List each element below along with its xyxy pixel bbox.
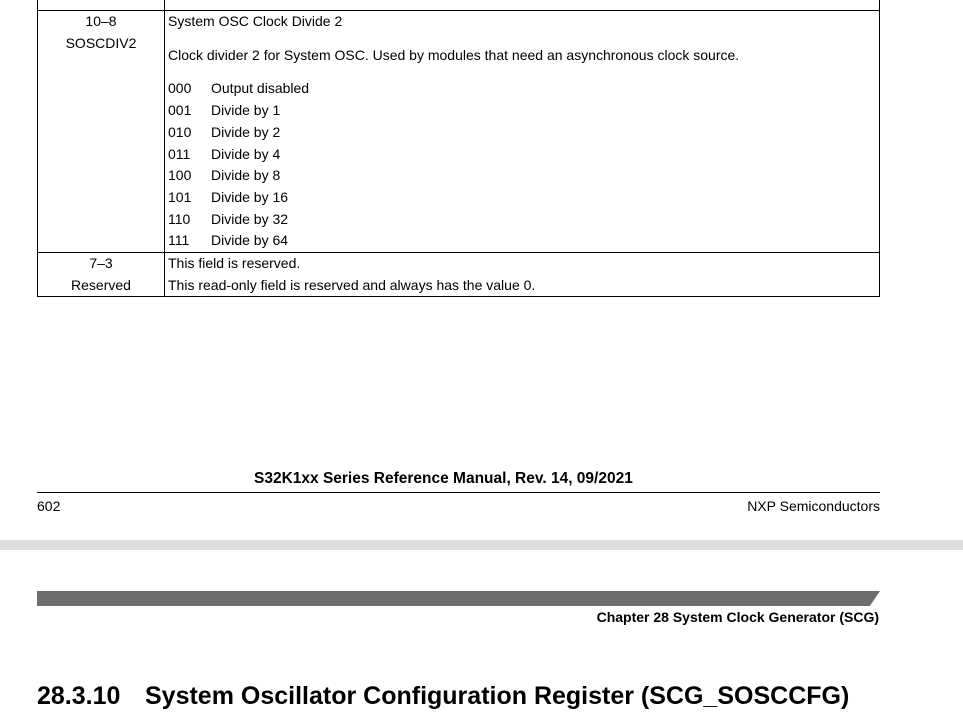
- field-name: SOSCDIV2: [65, 34, 137, 51]
- description-line: This read-only field is reserved and always has the value 0.: [168, 276, 536, 293]
- field-cell: [38, 253, 165, 297]
- option-code: 110: [168, 210, 191, 227]
- option-label: Divide by 64: [211, 232, 289, 249]
- option-label: Divide by 16: [211, 188, 289, 205]
- option-code: 000: [168, 80, 192, 97]
- option-code: 010: [168, 123, 192, 140]
- option-item: [168, 100, 879, 122]
- field-name: Reserved: [71, 276, 131, 293]
- option-label: Divide by 4: [211, 145, 281, 162]
- section-heading: [37, 682, 849, 711]
- option-code: 011: [168, 145, 191, 162]
- company-name: NXP Semiconductors: [747, 498, 880, 514]
- option-label: Divide by 32: [211, 210, 289, 227]
- page-number: 602: [37, 498, 61, 514]
- option-label: Divide by 1: [211, 102, 281, 119]
- field-name: [38, 0, 164, 1]
- option-item: [168, 230, 879, 252]
- option-item: [168, 144, 879, 166]
- section-number: 28.3.10: [37, 682, 121, 710]
- field-cell: [38, 0, 165, 11]
- option-code: 101: [168, 188, 192, 205]
- option-label: Output disabled: [211, 80, 310, 97]
- description-cell: [165, 0, 880, 11]
- description-line: [168, 0, 879, 1]
- option-list: [168, 78, 879, 252]
- field-bits: 7–3: [89, 255, 113, 272]
- page-separator: [0, 540, 963, 550]
- manual-title-text: S32K1xx Series Reference Manual, Rev. 14, 09/2021: [254, 470, 633, 487]
- option-code: 001: [168, 102, 192, 119]
- option-code: 111: [168, 232, 190, 249]
- field-description: Clock divider 2 for System OSC. Used by modules that need an asynchronous clock source.: [168, 46, 740, 63]
- description-cell: [165, 11, 880, 253]
- register-field-table: [37, 0, 880, 297]
- description-cell: [165, 253, 880, 297]
- option-item: [168, 187, 879, 209]
- footer-rule: [37, 492, 880, 493]
- table-row: [38, 0, 880, 11]
- option-item: [168, 78, 879, 100]
- field-bits: 10–8: [85, 13, 117, 29]
- option-item: [168, 122, 879, 144]
- chapter-header-bar: [37, 591, 880, 606]
- description-line: This field is reserved.: [168, 255, 301, 272]
- table-row: [38, 11, 880, 253]
- option-label: Divide by 8: [211, 167, 281, 184]
- section-title: System Oscillator Configuration Register (SCG_SOSCCFG): [145, 682, 850, 710]
- option-item: [168, 209, 879, 231]
- option-label: Divide by 2: [211, 123, 281, 140]
- option-item: [168, 165, 879, 187]
- option-code: 100: [168, 167, 192, 184]
- chapter-header: Chapter 28 System Clock Generator (SCG): [596, 609, 879, 625]
- table-row: [38, 253, 880, 297]
- field-cell: [38, 11, 165, 253]
- field-title: System OSC Clock Divide 2: [168, 13, 343, 29]
